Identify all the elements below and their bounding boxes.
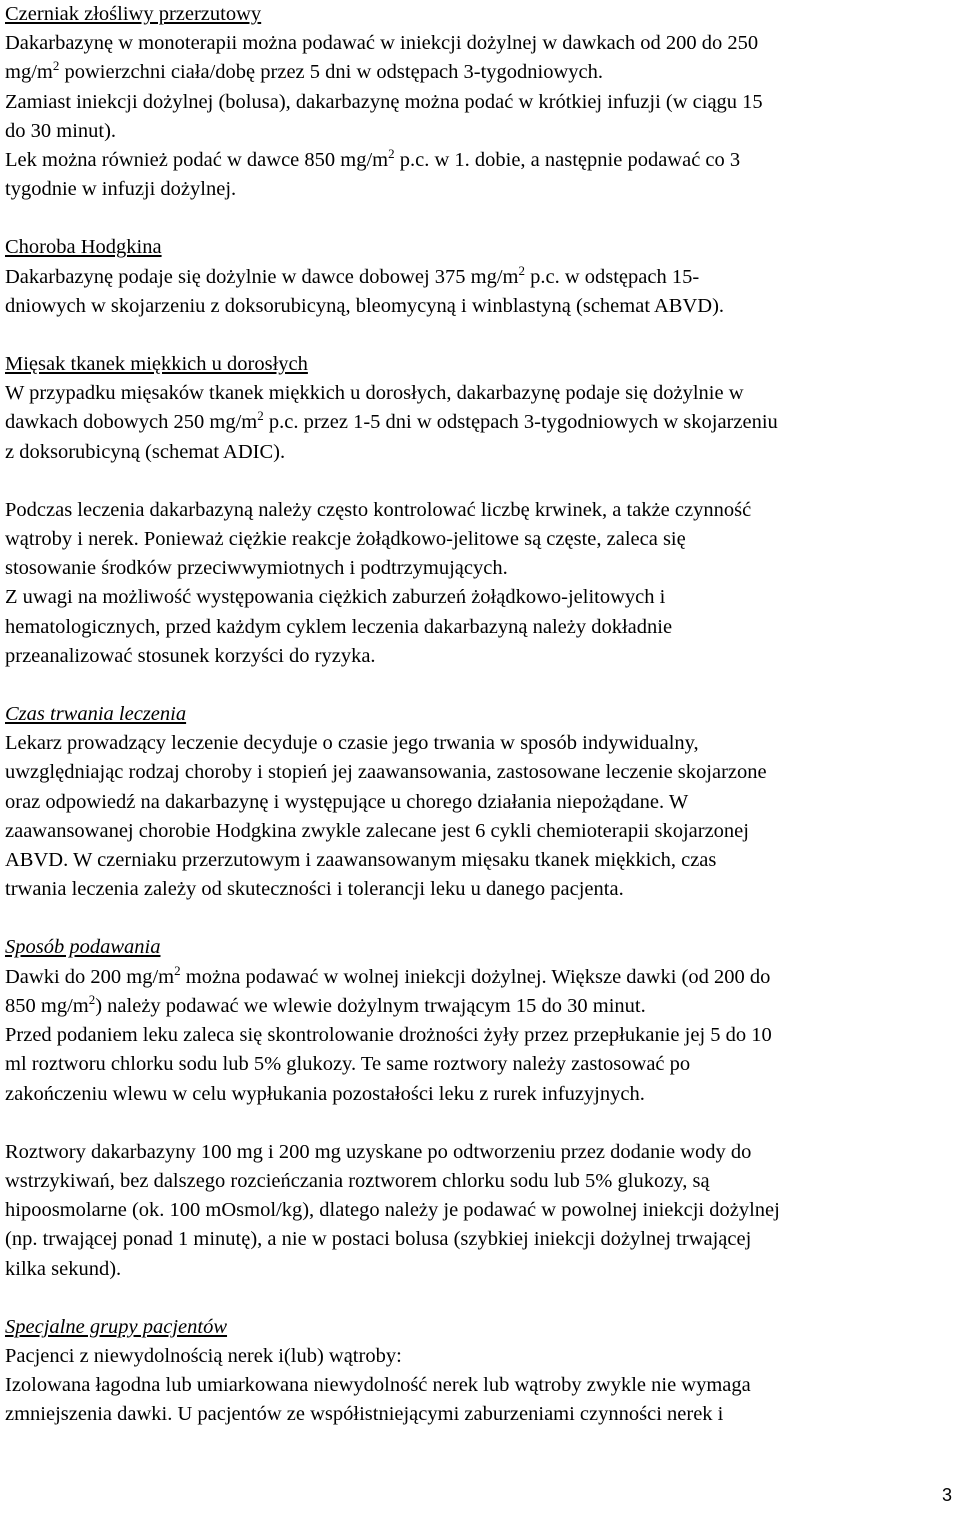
section-heading: Czerniak złośliwy przerzutowy (5, 3, 262, 25)
section-duration (5, 700, 957, 904)
text-line: dawkach dobowych 250 $mg/m^2$ p.c. przez 1-5 dni w odstępach 3-tygodniowych w skojarzeniu (5, 408, 778, 434)
text-line: tygodnie w infuzji dożylnej. (5, 178, 237, 201)
text-line: uwzględniając rodzaj choroby i stopień jej zaawansowania, zastosowane leczenie skojarzone (5, 761, 767, 784)
section-heading: Sposób podawania (5, 936, 161, 959)
text-line: Zamiast iniekcji dożylnej (bolusa), dakarbazynę można podać w krótkiej infuzji (w ciągu 15 (5, 90, 763, 113)
section-special-groups (5, 1313, 957, 1430)
text-line: stosowanie środków przeciwwymiotnych i podtrzymujących. (5, 557, 508, 580)
superscript: 2 (88, 991, 96, 1007)
text-line: dniowych w skojarzeniu z doksorubicyną, bleomycyną i winblastyną (schemat ABVD). (5, 294, 725, 317)
section-sarcoma (5, 350, 957, 467)
text-line: wstrzykiwań, bez dalszego rozcieńczania roztworem chlorku sodu lub 5% glukozy, są (5, 1169, 710, 1192)
text-line: (np. trwającej ponad 1 minutę), a nie w postaci bolusa (szybkiej iniekcji dożylnej trwającej (5, 1228, 752, 1251)
page-number: 3 (941, 1485, 952, 1505)
section-monitoring (5, 496, 957, 671)
text-line: do 30 minut). (5, 119, 117, 142)
document-page (5, 0, 957, 1430)
text-line: Przed podaniem leku zaleca się skontrolowanie drożności żyły przez przepłukanie jej 5 do 10 (5, 1024, 772, 1047)
text-line: trwania leczenia zależy od skuteczności i tolerancji leku u danego pacjenta. (5, 878, 624, 901)
text-line: $mg/m^2$ powierzchni ciała/dobę przez 5 dni w odstępach 3-tygodniowych. (5, 58, 603, 84)
text-line: Dakarbazynę w monoterapii można podawać w iniekcji dożylnej w dawkach od 200 do 250 (5, 32, 759, 55)
text-line: Izolowana łagodna lub umiarkowana niewydolność nerek lub wątroby zwykle nie wymaga (5, 1374, 751, 1397)
text-line: Dakarbazynę podaje się dożylnie w dawce dobowej 375 $mg/m^2$ p.c. w odstępach 15- (5, 262, 700, 288)
section-melanoma (5, 0, 957, 204)
text-line: Lek można również podać w dawce 850 $mg/m^2$ p.c. w 1. dobie, a następnie podawać co 3 (5, 146, 741, 172)
section-heading: Mięsak tkanek miękkich u dorosłych (5, 353, 308, 376)
section-solutions (5, 1138, 957, 1284)
text-line: Roztwory dakarbazyny 100 mg i 200 mg uzyskane po odtworzeniu przez dodanie wody do (5, 1140, 752, 1163)
text-line: zakończeniu wlewu w celu wypłukania pozostałości leku z rurek infuzyjnych. (5, 1082, 645, 1105)
text-line: W przypadku mięsaków tkanek miękkich u dorosłych, dakarbazynę podaje się dożylnie w (5, 382, 744, 405)
superscript: 2 (257, 408, 264, 424)
text-line: ml roztworu chlorku sodu lub 5% glukozy. Te same roztwory należy zastosować po (5, 1053, 691, 1076)
section-administration (5, 933, 957, 1108)
superscript: 2 (518, 262, 525, 278)
text-line: zaawansowanej chorobie Hodgkina zwykle zalecane jest 6 cykli chemioterapii skojarzonej (5, 819, 749, 842)
text-line: zmniejszenia dawki. U pacjentów ze współistniejącymi zaburzeniami czynności nerek i (5, 1403, 724, 1426)
text-line: oraz odpowiedź na dakarbazynę i występujące u chorego działania niepożądane. W (5, 790, 689, 813)
text-line: ABVD. W czerniaku przerzutowym i zaawansowanym mięsaku tkanek miękkich, czas (5, 849, 717, 872)
text-line: Podczas leczenia dakarbazyną należy często kontrolować liczbę krwinek, a także czynność (5, 498, 752, 521)
text-line: z doksorubicyną (schemat ADIC). (5, 440, 286, 463)
section-heading: Specjalne grupy pacjentów (5, 1315, 228, 1338)
section-heading: Choroba Hodgkina (5, 236, 162, 259)
text-line: Pacjenci z niewydolnością nerek i(lub) wątroby: (5, 1344, 402, 1367)
text-line: hematologicznych, przed każdym cyklem leczenia dakarbazyną należy dokładnie (5, 615, 673, 638)
text-line: 850 $mg/m^2$) należy podawać we wlewie dożylnym trwającym 15 do 30 minut. (5, 991, 646, 1017)
section-heading: Czas trwania leczenia (5, 703, 187, 726)
superscript: 2 (174, 962, 181, 978)
section-hodgkin (5, 233, 957, 321)
text-line: hipoosmolarne (ok. 100 mOsmol/kg), dlatego należy je podawać w powolnej iniekcji dożylnej (5, 1199, 780, 1222)
superscript: 2 (388, 146, 395, 162)
text-line: przeanalizować stosunek korzyści do ryzyka. (5, 644, 376, 667)
superscript: 2 (52, 58, 60, 74)
text-line: Z uwagi na możliwość występowania ciężkich zaburzeń żołądkowo-jelitowych i (5, 586, 666, 609)
text-line: kilka sekund). (5, 1257, 122, 1280)
text-line: Dawki do 200 $mg/m^2$ można podawać w wolnej iniekcji dożylnej. Większe dawki (od 200 do (5, 962, 771, 988)
text-line: Lekarz prowadzący leczenie decyduje o czasie jego trwania w sposób indywidualny, (5, 732, 699, 755)
text-line: wątroby i nerek. Ponieważ ciężkie reakcje żołądkowo-jelitowe są częste, zaleca się (5, 528, 686, 551)
